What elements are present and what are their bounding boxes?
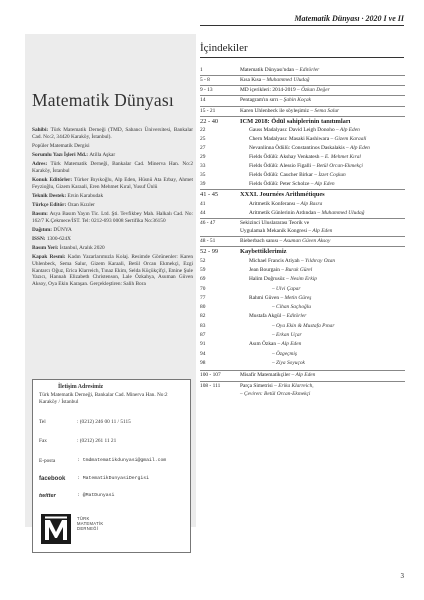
toc-page: 100 - 107 — [200, 372, 221, 378]
running-header: Matematik Dünyası · 2020 I ve II — [200, 14, 404, 23]
toc-entry[interactable] — [200, 351, 405, 359]
divider — [200, 57, 404, 58]
toc-divider — [200, 370, 405, 371]
masthead-entry — [32, 227, 193, 234]
toc-author: – E. Mehmet Kıral — [319, 154, 361, 160]
toc-page: 1 — [200, 67, 203, 73]
toc-title-text: Nevanlinna Ödülü: Constantinos Daskalakis – Alp Eden — [249, 145, 370, 151]
toc-title-text: Fields Ödülü: Alessio Figalli – Betül Orcan-Ekmekçi — [249, 163, 363, 169]
toc-title-text — [272, 286, 300, 292]
toc-page: 52 — [200, 258, 206, 264]
toc-entry[interactable] — [200, 67, 405, 75]
toc-title-text: Jean Bourgain – Burak Gürel — [249, 267, 313, 273]
contact-title: İletişim Adresimiz — [58, 384, 104, 390]
logo-text — [77, 516, 104, 531]
masthead-text: Türker Bıyıkoğlu, Alp Eden, Hüsnü Ata Erbay, Ahmet Feyzioğlu, Gizem Karaali, Eren Mehmet Kıral, Yusuf Ünlü — [32, 176, 194, 190]
masthead-label: Basım: — [32, 211, 50, 218]
email-link[interactable]: : tmdmatematikdunyasi@gmail.com — [77, 458, 167, 463]
toc-title-text — [272, 323, 334, 329]
logo-line: TÜRK — [77, 516, 90, 521]
toc-entry[interactable] — [200, 77, 405, 85]
toc-author: – Alp Eden — [309, 181, 335, 187]
toc-author: – Muhammed Uludağ — [316, 210, 365, 216]
toc-page: 82 — [200, 313, 206, 319]
masthead-text: Ersin Karabudak — [67, 192, 104, 199]
toc-page: 87 — [200, 332, 206, 338]
twitter-logo: twitter — [39, 493, 56, 499]
toc-page: 29 — [200, 154, 206, 160]
toc-entry[interactable] — [200, 163, 405, 171]
toc-author: – Alp Eden — [334, 127, 360, 133]
toc-page: 80 — [200, 304, 206, 310]
toc-title-text: MD içerikleri: 2014-2019 – Özkan Değer — [240, 87, 330, 93]
toc-entry[interactable] — [200, 220, 405, 228]
masthead-label: Kapak Resmi: — [32, 254, 68, 261]
email-label: E-posta — [39, 458, 56, 464]
masthead-label: ISSN: — [32, 236, 47, 243]
toc-page: 108 - 111 — [200, 383, 221, 389]
toc-title-text: Kaybettiklerimiz — [240, 248, 287, 255]
toc-author: – İzzet Coşkun — [312, 172, 346, 178]
logo-line: DERNEĞİ — [77, 526, 99, 531]
toc-title-text: XXXI. Journées Arithmétiques — [240, 191, 325, 198]
toc-page: 98 — [200, 360, 206, 366]
toc-author: – Gizem Karaali — [329, 136, 367, 142]
toc-page: 83 — [200, 323, 206, 329]
toc-author: – Ulvi Çapar — [272, 286, 301, 292]
masthead-entry — [32, 193, 193, 200]
toc-entry[interactable] — [200, 201, 405, 209]
masthead-entry — [32, 152, 193, 159]
toc-entry[interactable] — [200, 210, 405, 218]
toc-author: – Alp Eden — [276, 341, 302, 347]
toc-page: 15 - 21 — [200, 108, 216, 114]
toc-title-text: Rahmi Güven – Metin Güreş — [249, 295, 312, 301]
toc-divider — [200, 95, 405, 96]
masthead-label: Adres: — [32, 161, 51, 168]
toc-title-text: Bieberbach sanısı – Asuman Güven Aksoy — [240, 238, 331, 244]
toc-page: 44 — [200, 210, 206, 216]
tel-value: : (0212) 246 00 11 / 5115 — [77, 419, 131, 425]
toc-page: 69 — [200, 276, 206, 282]
masthead-label: Sorumlu Yazı İşleri Md.: — [32, 151, 90, 158]
masthead-label: Türkçe Editör: — [32, 201, 68, 208]
toc-title-text: Sekizinci Uluslararası Teorik ve — [240, 220, 310, 226]
toc-author: – Alp Eden — [307, 228, 333, 234]
toc-title-text: Karen Uhlenbeck ile söyleşimiz – Sema Salur — [240, 108, 340, 114]
toc-entry[interactable] — [200, 360, 405, 368]
masthead-text: 1300-624X — [46, 236, 72, 243]
toc-divider — [200, 236, 405, 237]
toc-entry[interactable] — [200, 391, 405, 399]
toc-title-text: Pentagram'ın sırrı – Şahin Koçak — [240, 97, 312, 103]
toc-entry[interactable] — [200, 181, 405, 189]
toc-page: 25 — [200, 136, 206, 142]
toc-divider — [200, 218, 405, 219]
masthead-text: Türk Matematik Derneği (TMD, Sabancı Üniversitesi, Bankalar Cad. No:2, 34420 Karaköy, İstanbul). — [32, 127, 193, 140]
toc-page: 41 — [200, 201, 206, 207]
masthead-text: Kadın Yazarlarımızla Kolaj. Resimde Görünenler: Karen Uhlenbeck, Sema Salur, Gizem Karaali, Betül Orcan Ekmekçi, Ezgi Kantarcı Oğuz, Erica Klarreich, Tınaz Ekim, Selda Küçükçifçi, Emine Şule Yazıcı, Hannah Elizabeth Christenson, Lale Özkahya, Asuman Güven Aksoy, Oya Ekin Karaşan. Gerçekleştiren: Salih Bora — [32, 254, 194, 287]
toc-title-text: ICM 2018: Ödül sahiplerinin tanıtımları — [240, 118, 351, 125]
toc-title-text: Mustafa Akgül – Editörler — [249, 313, 307, 319]
toc-title-text: Asım Özkan – Alp Eden — [249, 341, 302, 347]
toc-entry[interactable] — [200, 248, 405, 256]
toc-page: 35 — [200, 172, 206, 178]
toc-title-text: Aritmetik Günlerinin Ardından – Muhammed Uludağ — [249, 210, 365, 216]
masthead-label: Sahibi: — [32, 127, 51, 133]
toc-author: – Çeviren: Betül Orcan-Ekmekçi — [240, 391, 311, 397]
masthead-label: Dağıtım: — [32, 226, 54, 233]
toc-page: 52 - 99 — [200, 248, 219, 255]
masthead-text: Ozan Kızıler — [67, 201, 95, 208]
toc-page: 33 — [200, 163, 206, 169]
contact-address: Türk Matematik Derneği, Bankalar Cad. Minerva Han. No:2 Karaköy / İstanbul — [39, 392, 168, 405]
toc-author: – Editörler — [281, 313, 307, 319]
toc-entry[interactable] — [200, 304, 405, 312]
toc-page: 22 — [200, 127, 206, 133]
toc-author: – Metin Güreş — [279, 295, 312, 301]
toc-title-text: Misafir Matematikçiler – Alp Eden — [240, 372, 316, 378]
masthead-entry — [32, 211, 193, 224]
masthead-entry — [32, 202, 193, 209]
masthead-label: Konuk Editörler: — [32, 176, 75, 183]
toc-author: – Erika Klarreich, — [272, 383, 314, 389]
toc-page: 22 - 40 — [200, 118, 219, 125]
toc-entry[interactable] — [200, 267, 405, 275]
masthead-text: Asya Basım Yayın Tic. Ltd. Şti. Tevfikbey Mah. Halkalı Cad. No: 162/7 K.Çekmece/İST. Tel: 0212-693 0008 Sertifika No:36150 — [32, 211, 194, 224]
facebook-logo: facebook — [39, 476, 66, 482]
toc-author: – Muhammed Uludağ — [261, 77, 310, 83]
toc-author: – Ziya Soyuçok — [272, 360, 305, 366]
toc-title: İçindekiler — [200, 42, 248, 54]
fax-value: : (0212) 261 11 21 — [77, 438, 117, 444]
toc-page: 39 — [200, 181, 206, 187]
toc-entry[interactable] — [200, 258, 405, 266]
toc-author: – Erkan Uçar — [272, 332, 302, 338]
toc-entry[interactable] — [200, 118, 405, 126]
toc-entry[interactable] — [200, 341, 405, 349]
toc-entry[interactable] — [200, 172, 405, 180]
masthead-label: Basım Yeri: — [32, 245, 60, 252]
toc-divider — [200, 116, 405, 117]
toc-title-text — [272, 351, 297, 357]
facebook-link[interactable]: : MatematikDunyasiDergisi — [77, 476, 149, 481]
toc-title-text: Parça Simetrisi – Erika Klarreich, — [240, 383, 314, 389]
toc-divider — [200, 381, 405, 382]
toc-page: 91 — [200, 341, 206, 347]
toc-title-text — [272, 360, 305, 366]
toc-author: – Yıldıray Ozan — [299, 258, 336, 264]
masthead-entry — [32, 245, 193, 252]
tel-label: Tel — [39, 419, 46, 425]
toc-entry[interactable] — [200, 127, 405, 135]
toc-page: 14 — [200, 97, 206, 103]
toc-author: – Nesim Erkip — [284, 276, 317, 282]
toc-title-text — [272, 332, 302, 338]
masthead-entry — [32, 236, 193, 243]
masthead-entry — [32, 254, 193, 287]
toc-title-text: Matematik Dünyası'ndan – Editörler — [240, 67, 320, 73]
toc-author: – Özgeçmiş — [272, 351, 298, 357]
toc-author: – Oya Ekin & Mustafa Pınar — [272, 323, 335, 329]
toc-page: 59 — [200, 267, 206, 273]
toc-title-text — [272, 304, 311, 310]
masthead-text: DÜNYA — [53, 226, 72, 233]
toc-divider — [200, 85, 405, 86]
masthead-info — [32, 127, 193, 290]
toc-author: – Asuman Güven Aksoy — [278, 238, 331, 244]
toc-entry[interactable] — [200, 238, 405, 246]
toc-page: 27 — [200, 145, 206, 151]
toc-title-text: Kısa Kısa – Muhammed Uludağ — [240, 77, 310, 83]
toc-author: – Şahin Koçak — [278, 97, 312, 103]
toc-entry[interactable] — [200, 372, 405, 380]
toc-entry[interactable] — [200, 332, 405, 340]
toc-entry[interactable] — [200, 295, 405, 303]
masthead-entry — [32, 127, 193, 140]
toc-page: 9 - 13 — [200, 87, 213, 93]
toc-title-text: Halim Doğrusöz – Nesim Erkip — [249, 276, 317, 282]
masthead-text: Popüler Matematik Dergisi — [32, 142, 90, 149]
toc-title-text: Gauss Madalyası: David Leigh Donoho – Alp Eden — [249, 127, 360, 133]
toc-title-text: Fields Ödülü: Caucher Birkar – İzzet Coşkun — [249, 172, 346, 178]
toc-page: 94 — [200, 351, 206, 357]
toc-divider — [200, 75, 405, 76]
fax-label: Fax — [39, 438, 47, 444]
toc-page: 48 - 51 — [200, 238, 216, 244]
logo-line: MATEMATİK — [77, 521, 104, 526]
masthead-panel — [25, 34, 196, 531]
masthead-text: İstanbul, Aralık 2020 — [59, 245, 105, 252]
toc-author: – Sema Salur — [309, 108, 340, 114]
toc-title-text — [240, 391, 310, 397]
toc-entry[interactable] — [200, 154, 405, 162]
toc-page: 46 - 47 — [200, 220, 216, 226]
toc-title-text: Chern Madalyası: Masaki Kashiwara – Gizem Karaali — [249, 136, 367, 142]
toc-entry[interactable] — [200, 87, 405, 95]
masthead-entry — [32, 177, 193, 190]
toc-page: 5 - 8 — [200, 77, 210, 83]
toc-entry[interactable] — [200, 313, 405, 321]
toc-page: 41 - 45 — [200, 191, 219, 198]
toc-entry[interactable] — [200, 276, 405, 284]
toc-author: – Alp Basra — [295, 201, 323, 207]
masthead-text: Türk Matematik Derneği, Bankalar Cad. Minerva Han. No:2 Karaköy, İstanbul — [32, 161, 193, 174]
toc-page: 70 — [200, 286, 206, 292]
toc-author: – Editörler — [294, 67, 320, 73]
toc-divider — [200, 246, 405, 247]
twitter-link[interactable]: : @MatDunyasi — [77, 493, 115, 498]
toc-title-text: Michael Francis Atiyah – Yıldıray Ozan — [249, 258, 336, 264]
masthead-entry — [32, 143, 193, 150]
toc-entry[interactable] — [200, 286, 405, 294]
toc-entry[interactable] — [200, 145, 405, 153]
toc-title-text: Aritmetik Konferansı – Alp Basra — [249, 201, 323, 207]
masthead-label: Teknik Destek: — [32, 192, 68, 199]
toc-page: 77 — [200, 295, 206, 301]
toc-entry[interactable] — [200, 228, 405, 236]
toc-title-text: Fields Ödülü: Akshay Venkatesh – E. Mehmet Kıral — [249, 154, 361, 160]
toc-author: – Cihan Saçlıoğlu — [272, 304, 311, 310]
toc-entry[interactable] — [200, 97, 405, 105]
masthead-text: Atilla Aşkar — [89, 151, 116, 158]
toc-entry[interactable] — [200, 383, 405, 391]
toc-title-text: Uygulamalı Mekanik Kongresi – Alp Eden — [240, 228, 333, 234]
toc-title-text: Fields Ödülü: Peter Scholze – Alp Eden — [249, 181, 335, 187]
contact-box — [32, 379, 191, 553]
toc-entry[interactable] — [200, 191, 405, 199]
toc-entry[interactable] — [200, 136, 405, 144]
toc-author: – Burak Gürel — [279, 267, 313, 273]
magazine-title: Matematik Dünyası — [32, 90, 174, 110]
toc-entry[interactable] — [200, 323, 405, 331]
toc-author: – Özkan Değer — [295, 87, 330, 93]
masthead-entry — [32, 161, 193, 174]
toc-author: – Alp Eden — [344, 145, 370, 151]
toc-author: – Betül Orcan-Ekmekçi — [311, 163, 363, 169]
tmd-logo-icon — [41, 514, 71, 544]
toc-author: – Alp Eden — [290, 372, 316, 378]
page-number: 3 — [400, 572, 404, 580]
toc-entry[interactable] — [200, 108, 405, 116]
toc-divider — [200, 106, 405, 107]
toc-divider — [200, 189, 405, 190]
